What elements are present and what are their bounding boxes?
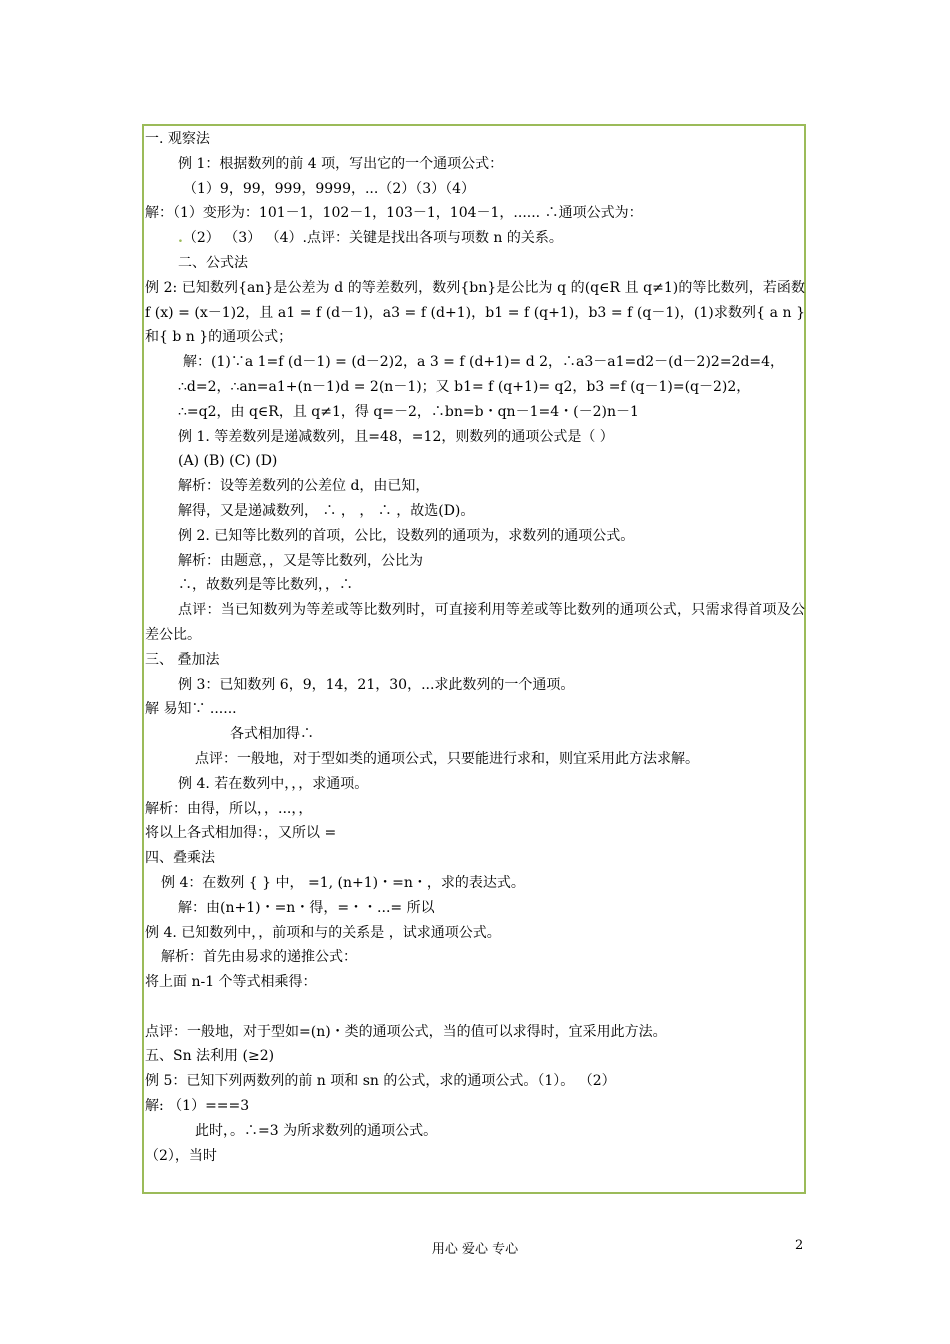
text-line: 点评：一般地，对于型如类的通项公式，只要能进行求和，则宜采用此方法求解。 [195, 750, 699, 767]
text-span: （2） （3） （4）.点评：关键是找出各项与项数 n 的关系。 [182, 230, 563, 247]
text-line: ∴d=2，∴an=a1+(n－1)d = 2(n－1)；又 b1= f (q+1)= q2，b3 =f (q－1)=(q－2)2， [178, 378, 751, 395]
text-line: 例 1：根据数列的前 4 项，写出它的一个通项公式： [178, 155, 504, 172]
page-number: 2 [795, 1238, 804, 1253]
text-line: 将上面 n-1 个等式相乘得： [145, 974, 317, 991]
blank-line [145, 995, 805, 1020]
text-line: ∴=q2，由 q∈R，且 q≠1，得 q=－2，∴bn=b・qn－1=4・(－2)n－1 [178, 403, 639, 420]
text-line: 解 易知∵ ...... [145, 701, 237, 718]
text-line: 解得，又是递减数列， ∴ ， ， ∴ ，故选(D)。 [178, 502, 475, 519]
text-line: 例 4. 若在数列中，，，求通项。 [178, 775, 369, 792]
text-line: 解析：由得，所以，，...，， [145, 800, 313, 817]
text-line: 此时，。∴=3 为所求数列的通项公式。 [195, 1122, 438, 1139]
text-paragraph: 例 2: 已知数列{an}是公差为 d 的等差数列，数列{bn}是公比为 q 的(q∈R 且 q≠1)的等比数列，若函数 f (x) = (x－1)2，且 a1 = f (d－1)，a3 = f (d+1)，b1 = f (q+1)，b3 = f (q－1)，(1)求数列{ a n }和{ b n }的通项公式； [145, 279, 805, 346]
section-heading-sn-method: 五、Sn 法利用 (≥2) [145, 1048, 275, 1065]
text-line: （2），当时 [145, 1147, 217, 1164]
section-heading-formula: 二、公式法 [178, 254, 248, 271]
text-line: 例 5：已知下列两数列的前 n 项和 sn 的公式，求的通项公式。（1）。 （2） [145, 1073, 616, 1090]
page-footer: 用心 爱心 专心 [431, 1242, 519, 1257]
text-line: (A) (B) (C) (D) [178, 453, 278, 470]
marker-dot: . [178, 230, 183, 247]
text-line: 例 2. 已知等比数列的首项，公比，设数列的通项为，求数列的通项公式。 [178, 527, 635, 544]
section-heading-addition: 三、 叠加法 [145, 651, 220, 668]
document-body [145, 127, 805, 1168]
text-line: 解析：设等差数列的公差位 d，由已知， [178, 478, 430, 495]
text-paragraph: 解：(1)∵a 1=f (d－1) = (d－2)2，a 3 = f (d+1)= d 2，∴a3－a1=d2－(d－2)2=2d=4， [183, 354, 785, 371]
text-line: 例 4：在数列 { } 中， =1, (n+1)・=n・，求的表达式。 [161, 874, 525, 891]
text-line: （1）9，99，999，9999，...（2）（3）（4） [183, 180, 476, 197]
text-line: 点评：一般地，对于型如=(n)・类的通项公式，当的值可以求得时，宜采用此方法。 [145, 1023, 667, 1040]
section-heading-observation: 一. 观察法 [145, 131, 210, 147]
text-line: 解: （1）===3 [145, 1098, 250, 1115]
text-line: 将以上各式相加得：，又所以 = [145, 825, 337, 842]
text-paragraph: 点评：当已知数列为等差或等比数列时，可直接利用等差或等比数列的通项公式，只需求得首项及公差公比。 [145, 602, 805, 643]
text-line: ∴，故数列是等比数列，，∴ [178, 577, 353, 594]
text-line: 例 3：已知数列 6，9，14，21，30，...求此数列的一个通项。 [178, 676, 575, 693]
text-line: 解：由(n+1)・=n・得，=・・...= 所以 [178, 899, 435, 916]
text-line [145, 226, 805, 251]
text-line: 解析：首先由易求的递推公式： [161, 949, 357, 966]
text-line: 例 4. 已知数列中，，前项和与的关系是 ，试求通项公式。 [145, 924, 501, 941]
text-line: 各式相加得∴ [230, 726, 314, 743]
text-line: 解：（1）变形为：101－1，102－1，103－1，104－1，...... ∴通项公式为： [145, 205, 643, 222]
text-line: 解析：由题意，，又是等比数列，公比为 [178, 552, 423, 569]
section-heading-multiplication: 四、叠乘法 [145, 850, 215, 867]
text-line: 例 1. 等差数列是递减数列，且=48，=12，则数列的通项公式是（ ） [178, 428, 614, 445]
